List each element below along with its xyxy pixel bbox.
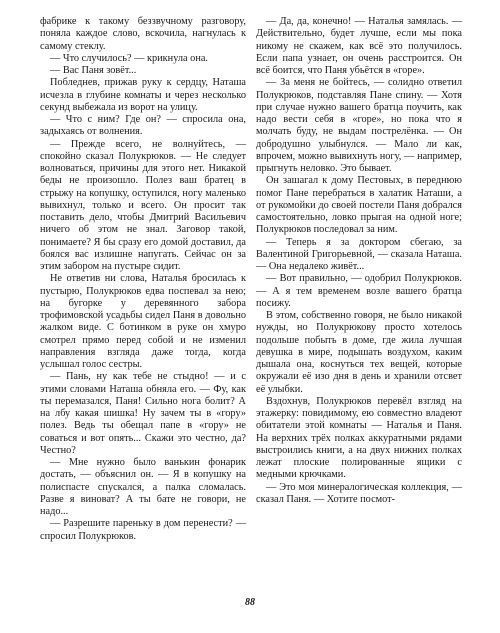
- paragraph: — Что с ним? Где он? — спросила она, задыхаясь от волнения.: [40, 114, 246, 138]
- paragraph: Вздохнув, Полукрюков перевёл взгляд на этажерку: повидимому, ею совместно владеют обитатели этой комнаты — Наталья и Паня. На верхних трёх полках аккуратными рядами выстроились книги, а на двух нижних полках лежат плоские полированные ящики с медными крючками.: [256, 395, 462, 481]
- paragraph: — Мне нужно было ванькин фонарик достать, — объяснил он. — Я в копушку на полиспасте спускался, а палка сломалась. Разве я виноват? А ты бате не говори, не надо...: [40, 457, 246, 517]
- paragraph: — Это моя минералогическая коллекция, — сказал Паня. — Хотите посмот-: [256, 481, 462, 505]
- paragraph: — Разрешите пареньку в дом перенести? — спросил Полукрюков.: [40, 518, 246, 542]
- paragraph: — Пань, ну как тебе не стыдно! — и с этими словами Наташа обняла его. — Фу, как ты перемазался, Паня! Сильно нога болит? А на лбу какая шишка! Ну зачем ты в «гору» полез. Ведь ты обещал папе в «гору» не соваться и вот опять... Скажи это честно, да? Честно?: [40, 371, 246, 456]
- paragraph: — Вас Паня зовёт...: [50, 65, 137, 76]
- paragraph: — Теперь я за доктором сбегаю, за Валентиной Григорьевной, — сказала Наташа. — Она недалеко живёт...: [256, 236, 462, 272]
- paragraph: Он зашагал к дому Пестовых, в переднюю помог Пане перебраться в халатик Наташи, а от рукомойки до своей постели Паня добрался самостоятельно, ловко прыгая на одной ноге; Полукрюков последовал за ним.: [256, 175, 462, 236]
- page-number: 88: [245, 597, 255, 608]
- right-text-column: [256, 16, 462, 506]
- paragraph: В этом, собственно говоря, не было никакой нужды, но Полукрюкову просто хотелось подольше побыть в доме, где жила лучшая девушка в мире, подышать воздухом, каким дышала она, коснуться тех вещей, которые окружали её изо дня в день и хранили отсвет её улыбки.: [256, 310, 462, 395]
- paragraph: Не ответив ни слова, Наталья бросилась к пустырю, Полукрюков едва поспевал за нею; на бугорке у деревянного забора трофимовской усадьбы сидел Паня в довольно жалком виде. С ботинком в руке он хмуро смотрел прямо перед собой и не изменил направления взгляда даже тогда, когда услышал голос сестры.: [40, 273, 246, 370]
- paragraph: Побледнев, прижав руку к сердцу, Наташа исчезла в глубине комнаты и через несколько секунд выбежала из ворот на улицу.: [40, 77, 246, 113]
- paragraph: — Что случилось? — крикнула она.: [50, 52, 208, 64]
- paragraph: фабрике к такому беззвучному разговору, поняла каждое слово, вскочила, нагнулась к самому стеклу.: [40, 16, 246, 52]
- left-text-column: [40, 16, 246, 543]
- paragraph: — Да, да, конечно! — Наталья замялась. — Действительно, будет лучше, если мы пока никому не скажем, как всё это получилось. Если папа узнает, он очень расстроится. Он всё боится, что Паня убьётся в «горе».: [256, 16, 462, 76]
- paragraph: — Вот правильно, — одобрил Полукрюков. — А я тем временем возле вашего братца посижу.: [256, 273, 462, 309]
- paragraph: — Прежде всего, не волнуйтесь, — спокойно сказал Полукрюков. — Не следует волноваться, причины для этого нет. Никакой беды не произошло. Полез ваш братец в стрыжу на копушку, оступился, ногу маленько вывихнул, только и всего. Он просит так поставить дело, чтобы Дмитрий Васильевич ничего об этом не знал. Заговор такой, понимаете? Я бы сразу его домой доставил, да боялся вас излишне напугать. Сейчас он за этим забором на пустыре сидит.: [40, 138, 246, 272]
- paragraph: — За меня не бойтесь, — солидно ответил Полукрюков, подставляя Пане спину. — Хотя при случае нужно вашего братца поучить, как надо вести себя в «горе», но пока что я молчать буду, не выдам пострелёнка. — Он добродушно улыбнулся. — Мало ли как, впрочем, можно вывихнуть ногу, — например, прыгнуть неловко. Это бывает.: [256, 77, 462, 174]
